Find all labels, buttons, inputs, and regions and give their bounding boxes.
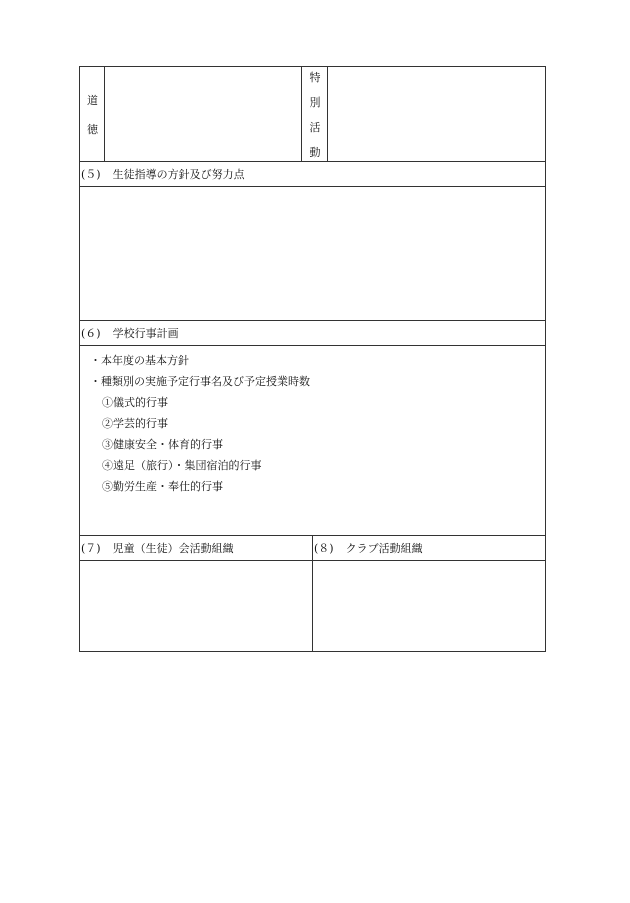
event-item: ④遠足（旅行）・集団宿泊的行事 bbox=[102, 459, 262, 472]
moral-label-cell bbox=[80, 67, 105, 162]
section6-number: (６) bbox=[81, 327, 101, 340]
annual-policy-line: ・本年度の基本方針 bbox=[90, 354, 189, 367]
section8-title-text: クラブ活動組織 bbox=[345, 542, 423, 555]
section5-title-text: 生徒指導の方針及び努力点 bbox=[112, 168, 245, 181]
section7-title bbox=[81, 536, 234, 560]
section7-content-area[interactable] bbox=[80, 561, 313, 651]
special-activity-label bbox=[302, 67, 328, 162]
section8-number: (８) bbox=[314, 542, 334, 555]
section5-content-area[interactable] bbox=[80, 187, 545, 321]
event-item: ⑤勤労生産・奉仕的行事 bbox=[102, 480, 223, 493]
moral-char: 徳 bbox=[87, 122, 98, 136]
special-activity-char: 動 bbox=[309, 145, 321, 159]
special-activity-char: 別 bbox=[309, 95, 321, 109]
event-item: ③健康安全・体育的行事 bbox=[102, 438, 223, 451]
section5-title bbox=[81, 162, 245, 186]
section5-number: (５) bbox=[81, 168, 101, 181]
section7-header bbox=[80, 536, 313, 561]
section8-title bbox=[314, 536, 423, 560]
section7-title-text: 児童（生徒）会活動組織 bbox=[112, 542, 234, 555]
section6-title-text: 学校行事計画 bbox=[112, 327, 179, 340]
section6-content-area[interactable] bbox=[80, 346, 545, 536]
moral-char: 道 bbox=[87, 93, 98, 107]
moral-label bbox=[80, 67, 105, 162]
section8-header bbox=[313, 536, 545, 561]
plan-form-table bbox=[79, 66, 546, 652]
special-activity-label-cell bbox=[302, 67, 328, 162]
section5-header bbox=[80, 162, 545, 187]
moral-content-cell[interactable] bbox=[105, 67, 302, 162]
special-activity-content-cell[interactable] bbox=[328, 67, 545, 162]
special-activity-char: 特 bbox=[309, 70, 321, 84]
section6-header bbox=[80, 321, 545, 346]
section8-content-area[interactable] bbox=[313, 561, 545, 651]
section7-number: (７) bbox=[81, 542, 101, 555]
event-item: ①儀式的行事 bbox=[102, 396, 168, 409]
event-item: ②学芸的行事 bbox=[102, 417, 168, 430]
planned-events-line: ・種類別の実施予定行事名及び予定授業時数 bbox=[90, 375, 310, 388]
section6-title bbox=[81, 321, 179, 345]
special-activity-char: 活 bbox=[309, 120, 321, 134]
